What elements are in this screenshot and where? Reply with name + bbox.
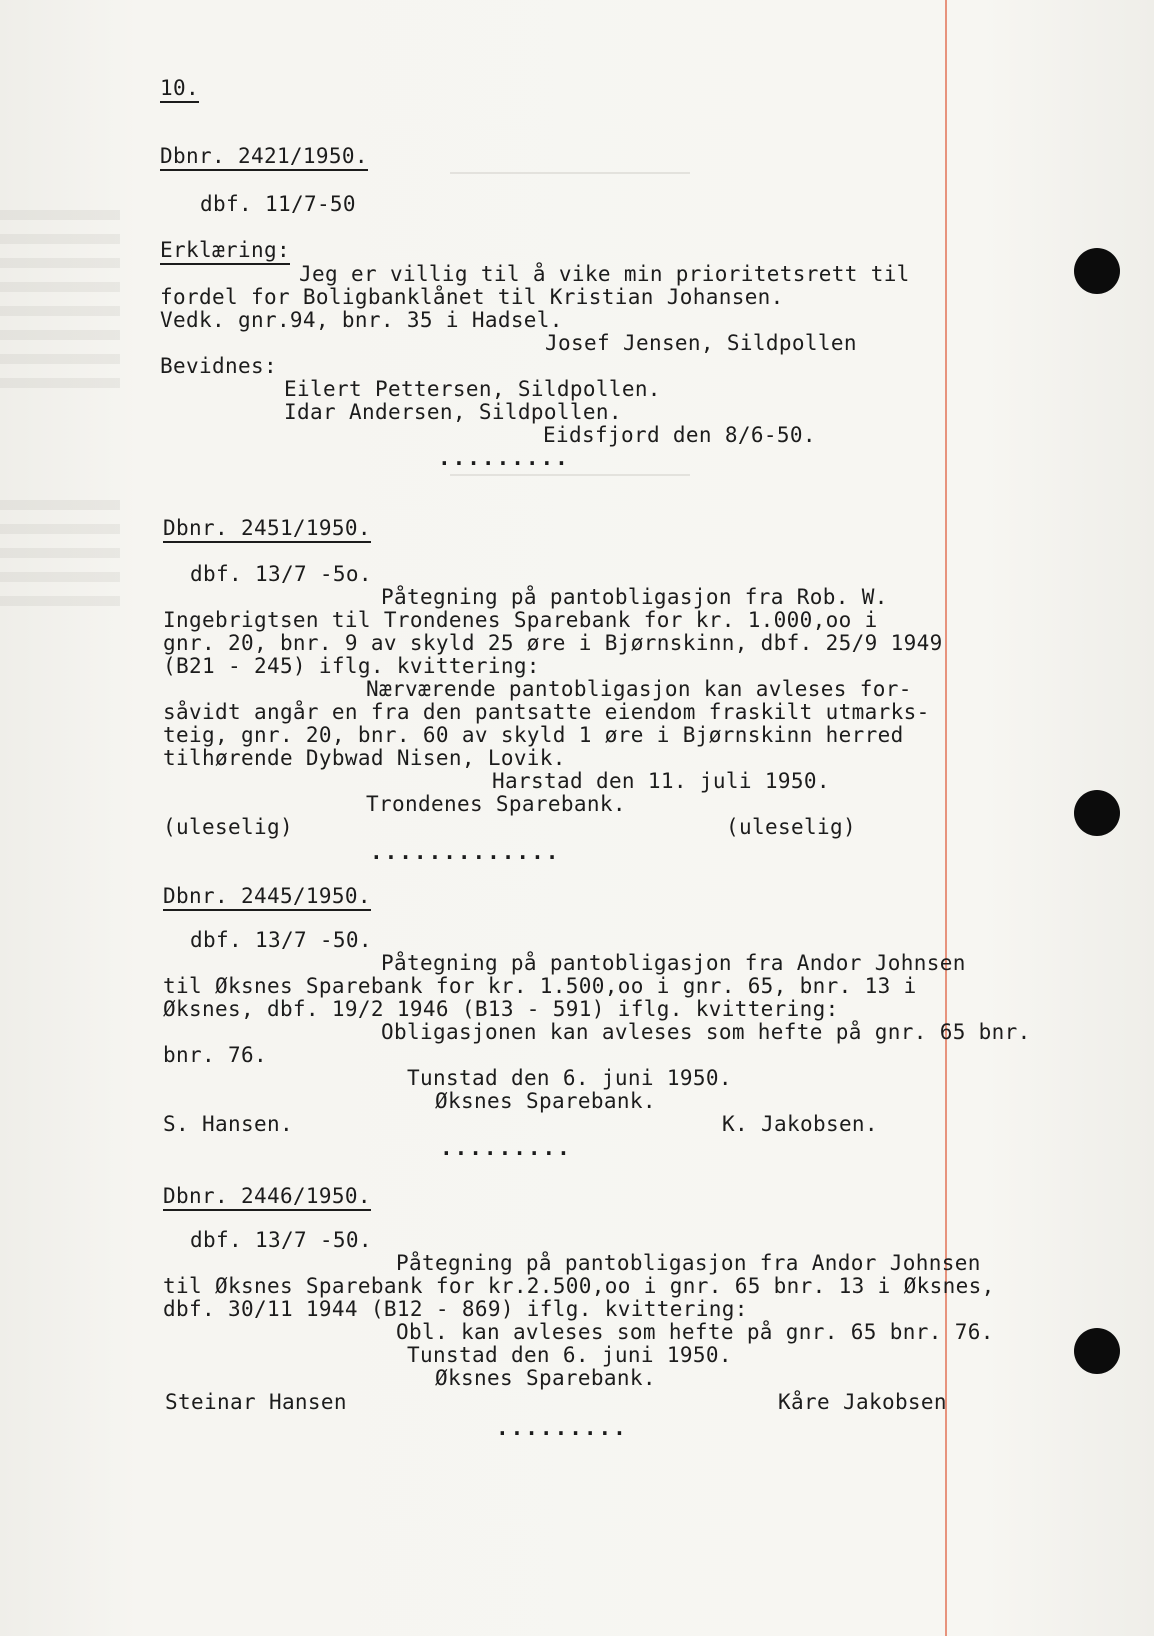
entry-body-line: teig, gnr. 20, bnr. 60 av skyld 1 øre i Bjørnskinn herred xyxy=(163,723,904,747)
entry-place-date: Eidsfjord den 8/6-50. xyxy=(543,423,816,447)
entry-sign-right: (uleselig) xyxy=(726,815,856,839)
entry-sign-right: Kåre Jakobsen xyxy=(778,1390,947,1414)
entry-body-line: Øksnes, dbf. 19/2 1946 (B13 - 591) iflg. kvittering: xyxy=(163,997,839,1021)
entry-separator: ......... xyxy=(496,1416,628,1440)
entry-body-line: tilhørende Dybwad Nisen, Lovik. xyxy=(163,746,566,770)
entry-witness: Idar Andersen, Sildpollen. xyxy=(284,400,622,424)
entry-bank: Øksnes Sparebank. xyxy=(435,1089,656,1113)
punch-hole-bottom xyxy=(1074,1328,1120,1374)
entry-body-line: til Øksnes Sparebank for kr.2.500,oo i gnr. 65 bnr. 13 i Øksnes, xyxy=(163,1274,995,1298)
entry-bank: Trondenes Sparebank. xyxy=(366,792,626,816)
page-number: 10. xyxy=(160,76,199,103)
entry-heading: Dbnr. 2446/1950. xyxy=(163,1184,371,1211)
entry-date: dbf. 13/7 -50. xyxy=(190,1228,372,1252)
entry-body-line: Obl. kan avleses som hefte på gnr. 65 bnr. 76. xyxy=(396,1320,994,1344)
entry-separator: ............. xyxy=(370,840,561,864)
entry-sign-left: (uleselig) xyxy=(163,815,293,839)
entry-body-line: bnr. 76. xyxy=(163,1043,267,1067)
entry-body-line: Påtegning på pantobligasjon fra Andor Johnsen xyxy=(381,951,966,975)
entry-body-line: Obligasjonen kan avleses som hefte på gnr. 65 bnr. xyxy=(381,1020,1031,1044)
entry-separator: ......... xyxy=(440,1136,572,1160)
entry-witness-label: Bevidnes: xyxy=(160,354,277,378)
entry-heading: Dbnr. 2445/1950. xyxy=(163,884,371,911)
entry-witness: Eilert Pettersen, Sildpollen. xyxy=(284,377,661,401)
entry-body-line: til Øksnes Sparebank for kr. 1.500,oo i gnr. 65, bnr. 13 i xyxy=(163,974,917,998)
entry-sign-left: S. Hansen. xyxy=(163,1112,293,1136)
entry-date: dbf. 13/7 -50. xyxy=(190,928,372,952)
entry-place-date: Harstad den 11. juli 1950. xyxy=(492,769,830,793)
entry-bank: Øksnes Sparebank. xyxy=(435,1366,656,1390)
entry-body-line: Påtegning på pantobligasjon fra Andor Johnsen xyxy=(396,1251,981,1275)
entry-heading: Dbnr. 2451/1950. xyxy=(163,516,371,543)
punch-hole-top xyxy=(1074,248,1120,294)
entry-body-line: (B21 - 245) iflg. kvittering: xyxy=(163,654,540,678)
entry-place-date: Tunstad den 6. juni 1950. xyxy=(407,1066,732,1090)
entry-body-line: Vedk. gnr.94, bnr. 35 i Hadsel. xyxy=(160,308,563,332)
punch-hole-middle xyxy=(1074,790,1120,836)
entry-label: Erklæring: xyxy=(160,238,290,265)
entry-date: dbf. 13/7 -5o. xyxy=(190,562,372,586)
entry-separator: ......... xyxy=(438,446,570,470)
entry-date: dbf. 11/7-50 xyxy=(200,192,356,216)
entry-signer: Josef Jensen, Sildpollen xyxy=(545,331,857,355)
entry-body-line: Ingebrigtsen til Trondenes Sparebank for kr. 1.000,oo i xyxy=(163,608,878,632)
entry-body-line: Påtegning på pantobligasjon fra Rob. W. xyxy=(381,585,888,609)
entry-place-date: Tunstad den 6. juni 1950. xyxy=(407,1343,732,1367)
entry-heading: Dbnr. 2421/1950. xyxy=(160,144,368,171)
entry-body-line: såvidt angår en fra den pantsatte eiendom fraskilt utmarks- xyxy=(163,700,930,724)
entry-body-line: gnr. 20, bnr. 9 av skyld 25 øre i Bjørnskinn, dbf. 25/9 1949 xyxy=(163,631,943,655)
entry-body-line: Jeg er villig til å vike min prioritetsrett til xyxy=(299,262,910,286)
entry-sign-left: Steinar Hansen xyxy=(165,1390,347,1414)
entry-body-line: fordel for Boligbanklånet til Kristian Johansen. xyxy=(160,285,784,309)
entry-sign-right: K. Jakobsen. xyxy=(722,1112,878,1136)
entry-body-line: dbf. 30/11 1944 (B12 - 869) iflg. kvittering: xyxy=(163,1297,748,1321)
entry-body-line: Nærværende pantobligasjon kan avleses for- xyxy=(366,677,912,701)
